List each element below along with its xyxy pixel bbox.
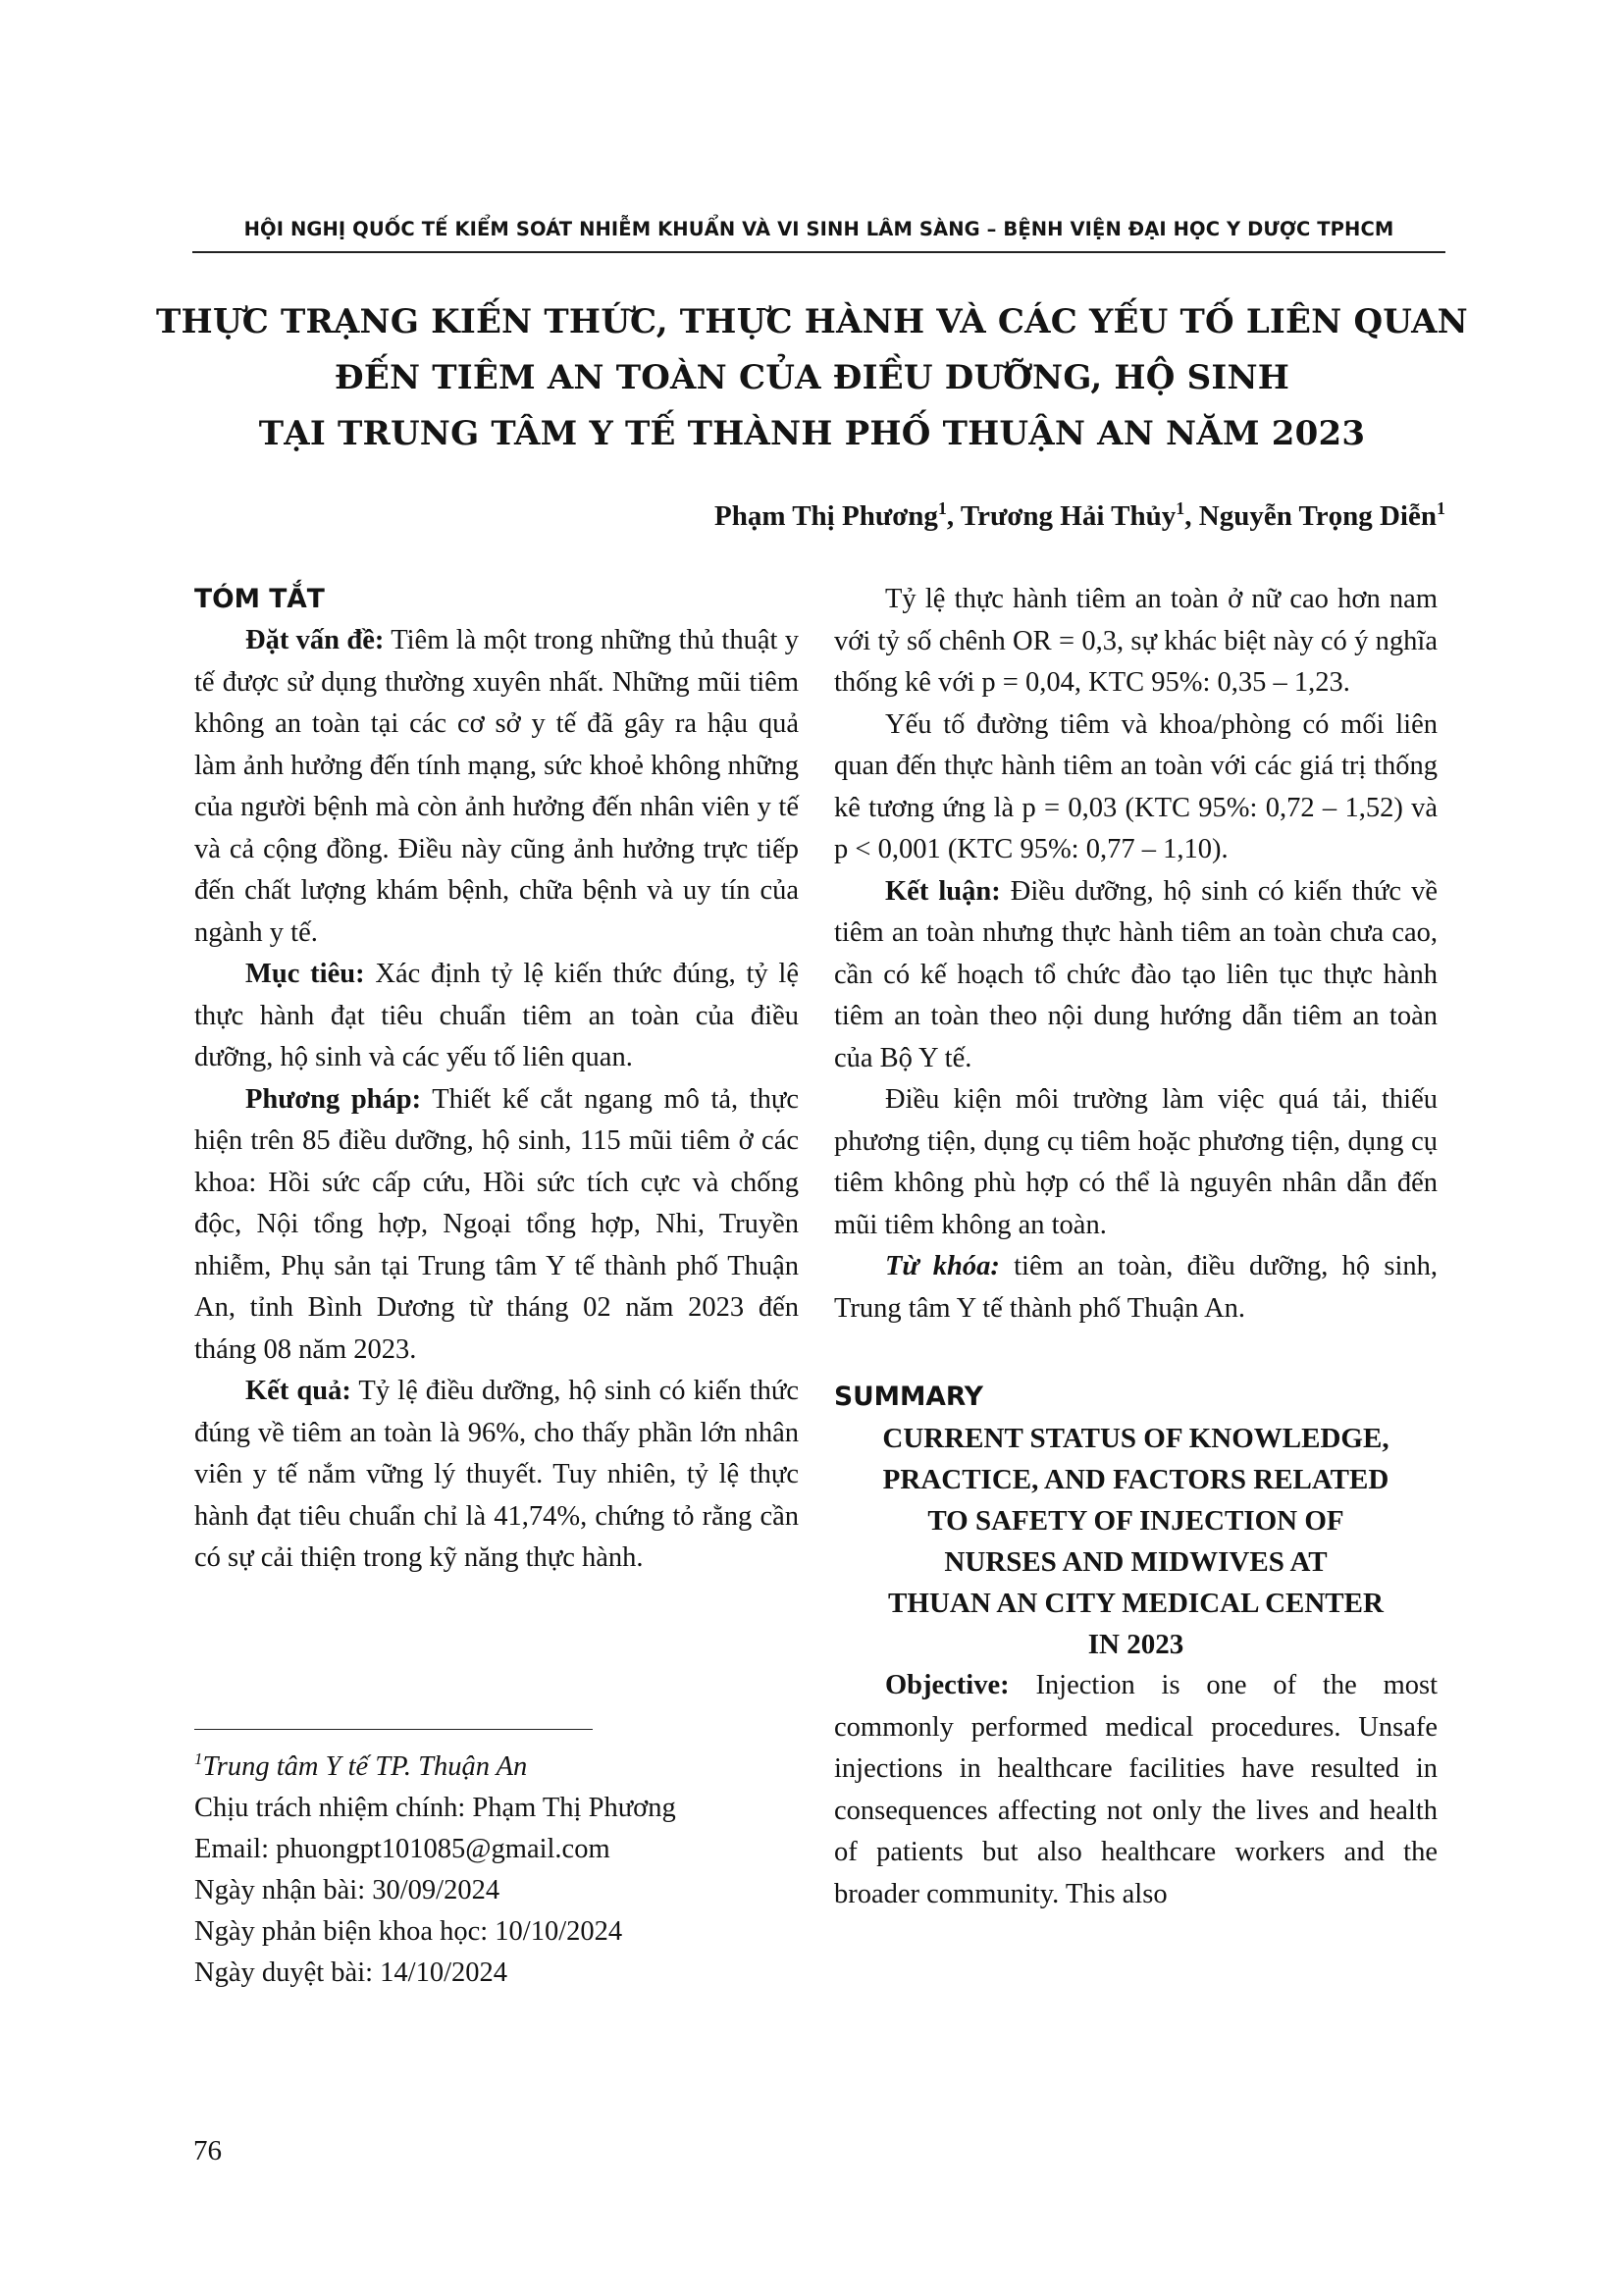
author-name: Phạm Thị Phương (713, 500, 938, 532)
paragraph-label: Mục tiêu: (245, 959, 365, 989)
footnotes (194, 1747, 799, 1994)
english-title-line: CURRENT STATUS OF KNOWLEDGE, (882, 1423, 1389, 1454)
footnote-accepted-date: Ngày duyệt bài: 14/10/2024 (194, 1957, 507, 1988)
english-title (834, 1418, 1438, 1665)
title-line: THỰC TRẠNG KIẾN THỨC, THỰC HÀNH VÀ CÁC YẾU TỐ LIÊN QUAN (156, 302, 1468, 341)
header-rule (192, 251, 1445, 253)
paragraph-label: Kết quả: (245, 1376, 351, 1406)
title-line: ĐẾN TIÊM AN TOÀN CỦA ĐIỀU DƯỠNG, HỘ SINH (334, 358, 1290, 397)
paragraph-results-gender: Tỷ lệ thực hành tiêm an toàn ở nữ cao hơn nam với tỷ số chênh OR = 0,3, sự khác biệt này có ý nghĩa thống kê với p = 0,04, KTC 95%: 0,35 – 1,23. (834, 584, 1438, 698)
paragraph-results-factors: Yếu tố đường tiêm và khoa/phòng có mối liên quan đến thực hành tiêm an toàn với các giá trị thống kê tương ứng là p = 0,03 (KTC 95%: 0,72 – 1,52) và p < 0,001 (KTC 95%: 0,77 – 1,10). (834, 708, 1438, 864)
paragraph-keywords (834, 1246, 1438, 1330)
author-name: Trương Hải Thủy (960, 500, 1177, 532)
paragraph-conclusion (834, 871, 1438, 1080)
paragraph-text: Xác định tỷ lệ kiến thức đúng, tỷ lệ thực hành đạt tiêu chuẩn tiêm an toàn của điều dưỡng, hộ sinh và các yếu tố liên quan. (194, 959, 800, 1072)
paragraph-results (194, 1371, 799, 1580)
running-header: HỘI NGHỊ QUỐC TẾ KIỂM SOÁT NHIỄM KHUẨN VÀ VI SINH LÂM SÀNG – BỆNH VIỆN ĐẠI HỌC Y DƯỢC TPHCM (243, 218, 1394, 240)
article-title (137, 294, 1487, 462)
english-title-line: PRACTICE, AND FACTORS RELATED (882, 1464, 1389, 1495)
paragraph-text: Injection is one of the most commonly performed medical procedures. Unsafe injections in healthcare facilities have resulted in consequences affecting not only the lives and health of patients but also healthcare workers and the broader community. This also (834, 1670, 1438, 1909)
footnote-affiliation (194, 1747, 799, 1788)
paragraph-text: Thiết kế cắt ngang mô tả, thực hiện trên 85 điều dưỡng, hộ sinh, 115 mũi tiêm ở các khoa: Hồi sức cấp cứu, Hồi sức tích cực và chống độc, Nội tổng hợp, Ngoại tổng hợp, Nhi, Truyền nhiễm, Phụ sản tại Trung tâm Y tế thành phố Thuận An, tỉnh Bình Dương từ tháng 02 năm 2023 đến tháng 08 năm 2023. (194, 1083, 799, 1365)
english-title-line: IN 2023 (1087, 1629, 1184, 1660)
paragraph-text: Tỷ lệ điều dưỡng, hộ sinh có kiến thức đúng về tiêm an toàn là 96%, cho thấy phần lớn nhân viên y tế nắm vững lý thuyết. Tuy nhiên, tỷ lệ thực hành đạt tiêu chuẩn chỉ là 41,74%, chứng tỏ rằng cần có sự cải thiện trong kỹ năng thực hành. (194, 1376, 800, 1573)
right-column (834, 579, 1438, 1915)
english-title-line: TO SAFETY OF INJECTION OF (927, 1505, 1344, 1537)
footnote-review-date: Ngày phản biện khoa học: 10/10/2024 (194, 1916, 623, 1947)
section-spacer (834, 1330, 1438, 1377)
summary-en-heading: SUMMARY (834, 1382, 983, 1412)
footnote-email: Email: phuongpt101085@gmail.com (194, 1834, 610, 1864)
author-list (714, 500, 1445, 533)
paragraph-conclusion-conditions: Điều kiện môi trường làm việc quá tải, thiếu phương tiện, dụng cụ tiêm hoặc phương tiện, dụng cụ tiêm không phù hợp có thể là nguyên nhân dẫn đến mũi tiêm không an toàn. (834, 1084, 1438, 1240)
paragraph-objective (194, 954, 799, 1079)
page-number: 76 (193, 2135, 222, 2166)
title-line: TẠI TRUNG TÂM Y TẾ THÀNH PHỐ THUẬN AN NĂM 2023 (258, 414, 1366, 453)
keywords-label: Từ khóa: (885, 1251, 1000, 1281)
author-affiliation-marker: 1 (1437, 498, 1445, 518)
paragraph-label: Kết luận: (885, 875, 1001, 907)
english-title-line: NURSES AND MIDWIVES AT (944, 1546, 1328, 1578)
paragraph-text: Tiêm là một trong những thủ thuật y tế được sử dụng thường xuyên nhất. Những mũi tiêm không an toàn tại các cơ sở y tế đã gây ra hậu quả làm ảnh hưởng đến tính mạng, sức khoẻ không những của người bệnh mà còn ảnh hưởng đến nhân viên y tế và cả cộng đồng. Điều này cũng ảnh hưởng trực tiếp đến chất lượng khám bệnh, chữa bệnh và uy tín của ngành y tế. (194, 625, 799, 948)
english-title-line: THUAN AN CITY MEDICAL CENTER (888, 1588, 1384, 1619)
author-affiliation-marker: 1 (937, 498, 947, 518)
paragraph-methods (194, 1079, 799, 1372)
paragraph-objective-en (834, 1665, 1438, 1915)
footnote-received-date: Ngày nhận bài: 30/09/2024 (194, 1875, 500, 1905)
footnote-corresponding-author: Chịu trách nhiệm chính: Phạm Thị Phương (194, 1793, 676, 1823)
affiliation-text: Trung tâm Y tế TP. Thuận An (202, 1751, 528, 1782)
author-affiliation-marker: 1 (1176, 498, 1185, 518)
affiliation-marker: 1 (194, 1749, 203, 1768)
paragraph-background (194, 620, 799, 954)
footnote-rule (194, 1729, 593, 1730)
author-separator: , (1184, 500, 1199, 532)
paragraph-label: Phương pháp: (245, 1083, 422, 1115)
left-column (194, 579, 799, 1580)
author-separator: , (946, 500, 961, 532)
paragraph-label: Objective: (885, 1670, 1010, 1700)
summary-vi-heading: TÓM TẮT (194, 584, 325, 614)
keywords-text: tiêm an toàn, điều dưỡng, hộ sinh, Trung tâm Y tế thành phố Thuận An. (834, 1251, 1439, 1324)
author-name: Nguyễn Trọng Diễn (1198, 500, 1437, 532)
paragraph-text: Điều dưỡng, hộ sinh có kiến thức về tiêm an toàn nhưng thực hành tiêm an toàn chưa cao, cần có kế hoạch tổ chức đào tạo liên tục thực hành tiêm an toàn theo nội dung hướng dẫn tiêm an toàn của Bộ Y tế. (834, 875, 1439, 1073)
paragraph-label: Đặt vấn đề: (245, 625, 385, 655)
